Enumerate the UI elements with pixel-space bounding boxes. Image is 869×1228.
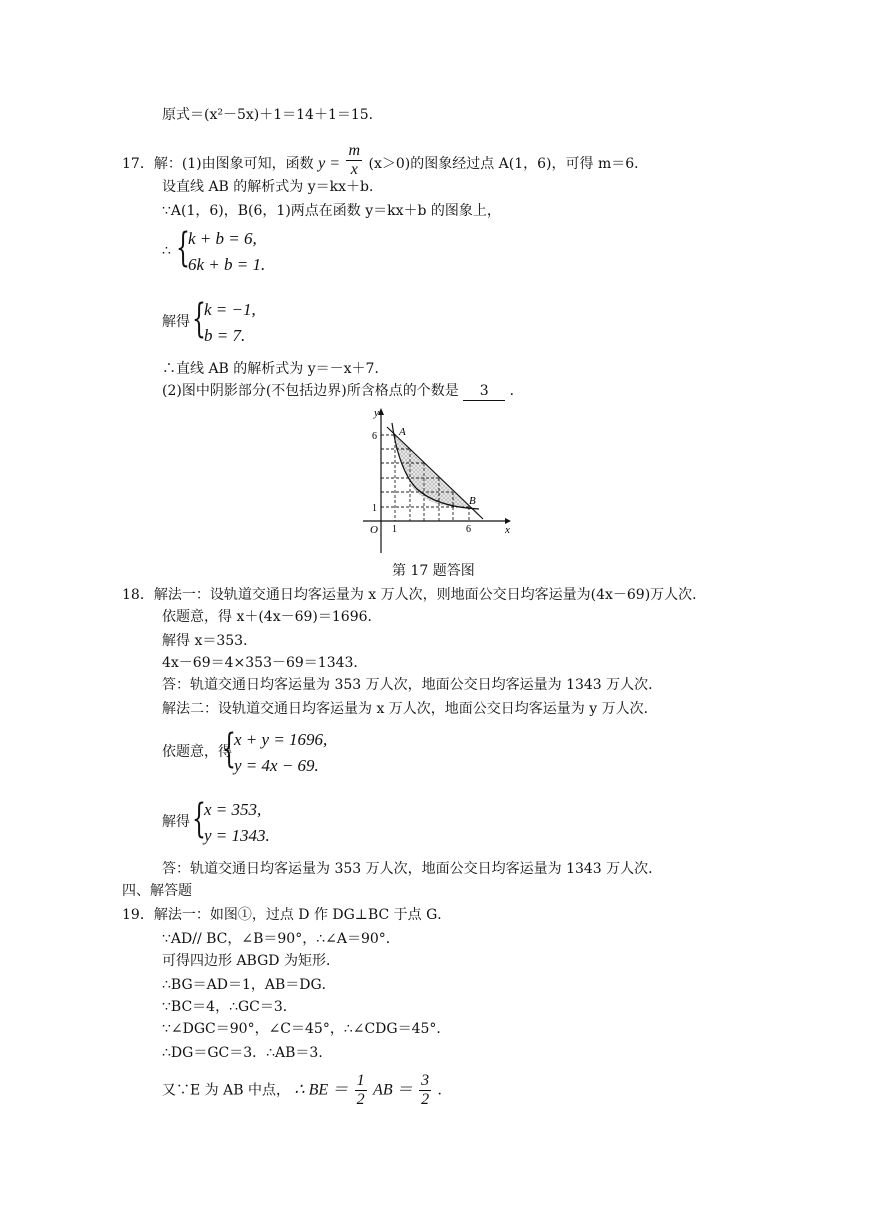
- system-2-eq1: k = −1,: [204, 300, 256, 319]
- y-axis-label: y: [374, 407, 379, 419]
- three-half-denominator: 2: [421, 1091, 430, 1108]
- func-y-eq: y =: [318, 155, 341, 172]
- x-tick-6: 6: [466, 524, 471, 535]
- half-denominator: 2: [356, 1091, 365, 1108]
- line-19-dg: ∴DG＝GC＝3．∴AB＝3．: [162, 1045, 333, 1061]
- fraction-three-halves: [419, 1072, 431, 1109]
- point-a-label: A: [399, 426, 406, 438]
- line-19-midpoint: [162, 1072, 452, 1109]
- line-simplify-result: 原式＝(x²－5x)＋1＝14＋1＝15．: [162, 107, 383, 123]
- point-b-label: B: [469, 495, 476, 507]
- problem-18-method-2: 解法二：设轨道交通日均客运量为 x 万人次，地面公交日均客运量为 y 万人次．: [162, 701, 658, 717]
- according-label: 依题意，得: [162, 744, 232, 760]
- solve-label-1: 解得: [162, 314, 190, 330]
- line-points-on-line: ∵A(1，6)，B(6，1)两点在函数 y＝kx＋b 的图象上，: [162, 203, 501, 219]
- system-3-eq1: x + y = 1696,: [234, 730, 328, 749]
- lattice-period: ．: [509, 383, 524, 399]
- y-axis-arrow: [378, 408, 384, 415]
- x-axis-label: x: [505, 524, 510, 536]
- equation-system-4: [162, 795, 342, 851]
- equation-system-1: [162, 224, 302, 280]
- system-4-brace: {: [192, 796, 206, 842]
- line-solve-x: 解得 x＝353．: [162, 633, 258, 649]
- line-equation-18: 依题意，得 x＋(4x－69)＝1696．: [162, 609, 382, 625]
- figure-caption: 第 17 题答图: [392, 563, 475, 579]
- system-4-eq1: x = 353,: [204, 800, 262, 819]
- line-19-gc: ∵BC＝4，∴GC＝3．: [162, 999, 297, 1015]
- system-1-eq1: k + b = 6,: [188, 229, 257, 248]
- answer-18-method-1: 答：轨道交通日均客运量为 353 万人次，地面公交日均客运量为 1343 万人次．: [162, 677, 663, 693]
- system-3-brace: {: [222, 726, 236, 772]
- system-2-brace: {: [192, 296, 206, 342]
- section-four-heading: 四、解答题: [122, 883, 192, 899]
- origin-label: O: [370, 524, 378, 536]
- midpoint-text: 又∵E 为 AB 中点，: [162, 1082, 290, 1099]
- system-1-eq2: 6k + b = 1.: [188, 255, 266, 274]
- x-tick-1: 1: [392, 524, 397, 535]
- ab-eq: AB ＝: [373, 1081, 413, 1099]
- therefore-symbol: ∴: [162, 243, 171, 259]
- system-1-brace: {: [176, 225, 190, 271]
- line-lattice-count: [162, 382, 524, 401]
- line-compute: 4x－69＝4×353－69＝1343．: [162, 655, 368, 671]
- solve-label-2: 解得: [162, 814, 190, 830]
- three-half-numerator: 3: [421, 1072, 430, 1089]
- y-tick-1: 1: [372, 503, 377, 514]
- line-ab-result: ∴直线 AB 的解析式为 y＝－x＋7．: [162, 361, 389, 377]
- system-3-eq2: y = 4x − 69.: [234, 756, 319, 775]
- func-denominator: x: [350, 161, 358, 178]
- answer-18-method-2: 答：轨道交通日均客运量为 353 万人次，地面公交日均客运量为 1343 万人次．: [162, 861, 663, 877]
- problem-17-text-b: (x＞0)的图象经过点 A(1，6)，可得 m＝6．: [368, 156, 649, 172]
- lattice-question: (2)图中阴影部分(不包括边界)所含格点的个数是: [162, 383, 459, 399]
- system-4-eq2: y = 1343.: [204, 826, 270, 845]
- problem-19-method-1: 19．解法一：如图①，过点 D 作 DG⊥BC 于点 G．: [122, 907, 452, 923]
- fraction-one-half: [355, 1072, 367, 1109]
- line-19-angle: ∵∠DGC＝90°，∠C＝45°，∴∠CDG＝45°．: [162, 1021, 451, 1037]
- line-19-bg: ∴BG＝AD＝1，AB＝DG．: [162, 977, 336, 993]
- half-numerator: 1: [356, 1072, 365, 1089]
- problem-17-text-a: 17．解：(1)由图象可知，函数: [122, 156, 314, 172]
- problem-18-method-1: 18．解法一：设轨道交通日均客运量为 x 万人次，则地面公交日均客运量为(4x－69)万人次．: [122, 587, 707, 603]
- problem-17-figure: [355, 405, 515, 555]
- func-numerator: m: [348, 142, 361, 159]
- equation-system-2: [162, 295, 322, 351]
- line-19-rectangle: 可得四边形 ABGD 为矩形．: [162, 953, 340, 969]
- line-set-ab: 设直线 AB 的解析式为 y＝kx＋b．: [162, 179, 383, 195]
- midpoint-period: ．: [437, 1082, 452, 1099]
- problem-17-intro: [122, 142, 648, 179]
- system-2-eq2: b = 7.: [204, 326, 246, 345]
- lattice-answer: 3: [463, 382, 505, 401]
- be-eq: ∴ BE ＝: [294, 1081, 349, 1099]
- func-fraction: [346, 142, 362, 179]
- equation-system-3: [162, 725, 382, 781]
- line-19-parallel: ∵AD// BC，∠B＝90°，∴∠A＝90°．: [162, 931, 400, 947]
- y-tick-6: 6: [372, 431, 377, 442]
